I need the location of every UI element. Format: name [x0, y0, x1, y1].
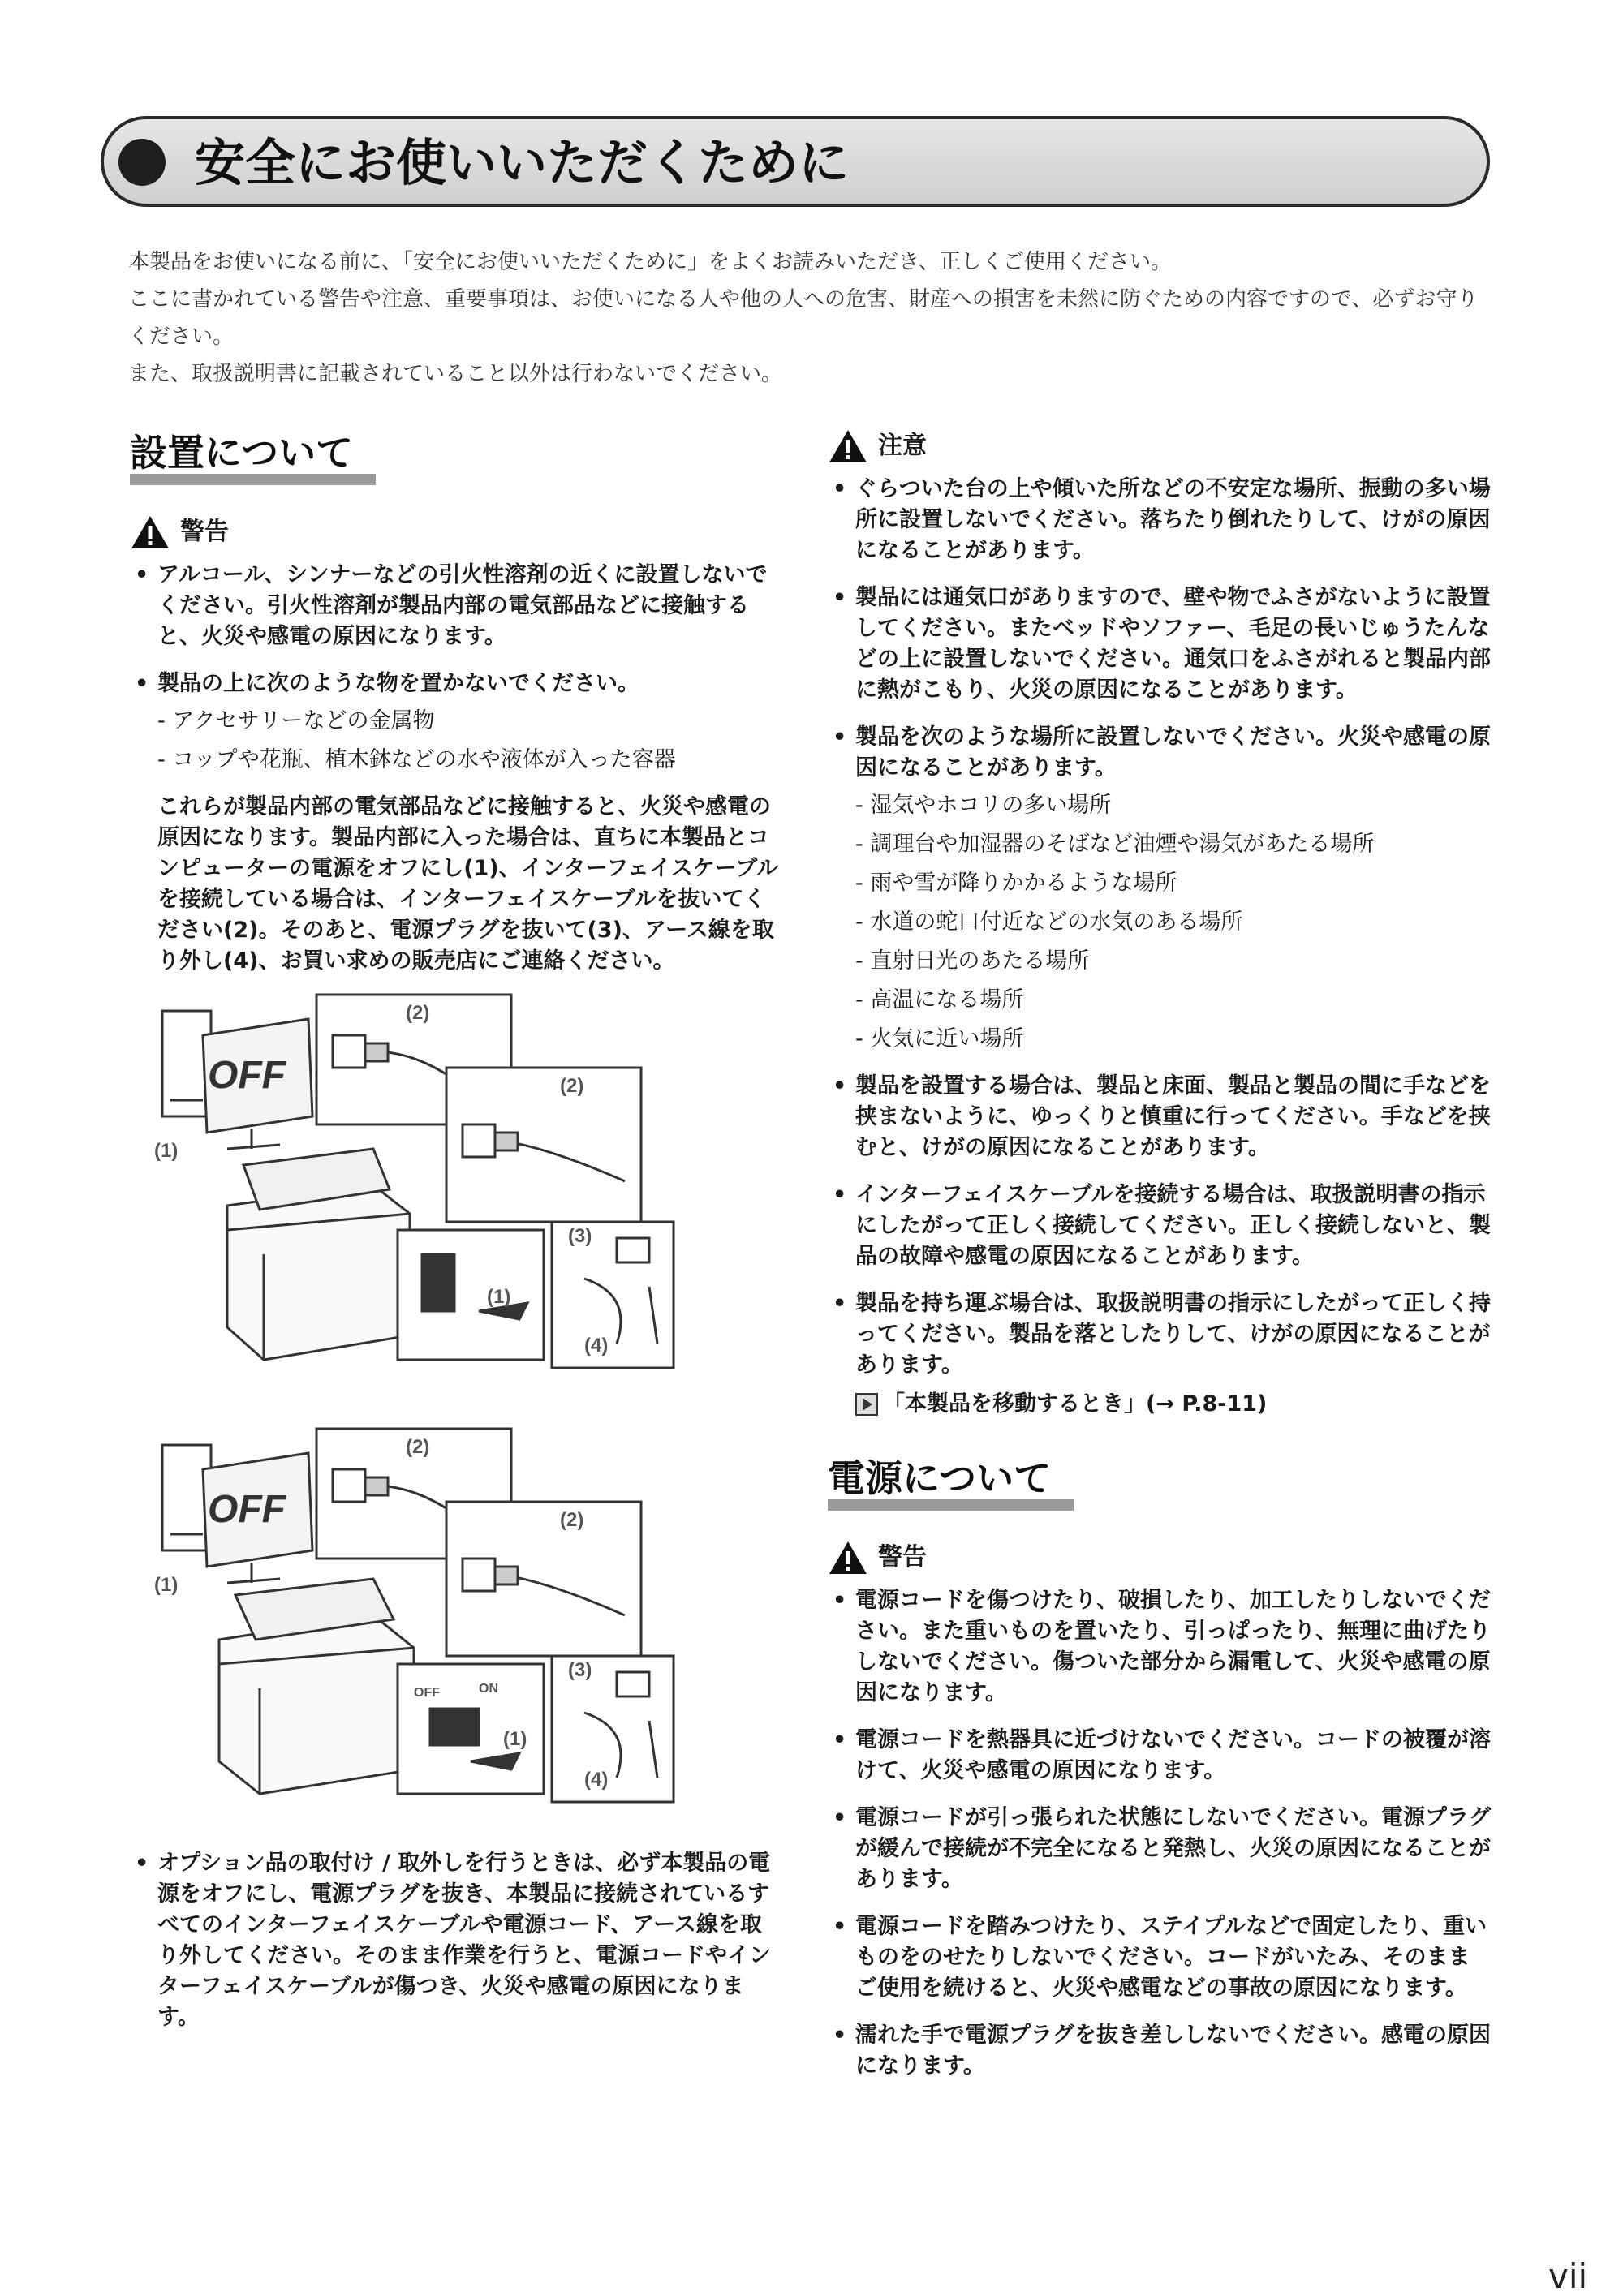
caution-list [828, 474, 1492, 1381]
sub-item: - 水道の蛇口付近などの水気のある場所 [855, 907, 1492, 938]
label-2: (2) [406, 1436, 430, 1458]
sub-item: - 湿気やホコリの多い場所 [855, 790, 1492, 821]
title-bullet-icon [118, 139, 166, 186]
list-item: • ぐらついた台の上や傾いた所などの不安定な場所、振動の多い場所に設置しないでください。落ちたり倒れたりして、けがの原因になることがあります。 [828, 474, 1492, 566]
warning-triangle-icon [828, 1540, 868, 1576]
power-warning-heading [828, 1540, 1492, 1576]
intro-line: 本製品をお使いになる前に、「安全にお使いいただくために」をよくお読みいただき、正しくご使用ください。 [128, 250, 1172, 274]
list-item: • アルコール、シンナーなどの引火性溶剤の近くに設置しないでください。引火性溶剤が製品内部の電気部品などに接触すると、火災や感電の原因になります。 [130, 560, 779, 652]
installation-warning-list [130, 560, 779, 776]
label-1b: (1) [487, 1286, 511, 1308]
installation-heading: 設置について [130, 428, 368, 482]
label-2b: (2) [560, 1075, 584, 1097]
list-item: • 製品には通気口がありますので、壁や物でふさがないように設置してください。またベッドやソファー、毛足の長いじゅうたんなどの上に設置しないでください。通気口をふさがれると製品内部に熱がこもり、火災の原因になることがあります。 [828, 583, 1492, 706]
sub-item: - コップや花瓶、植木鉢などの水や液体が入った容器 [157, 745, 779, 776]
list-item: • 電源コードが引っ張られた状態にしないでください。電源プラグが緩んで接続が不完全になると発熱し、火災の原因になることがあります。 [828, 1803, 1492, 1895]
label-3: (3) [568, 1659, 592, 1681]
installation-warning-heading [130, 514, 779, 550]
sub-item: - 高温になる場所 [855, 985, 1492, 1016]
power-warning-list [828, 1585, 1492, 2082]
warning-triangle-icon [130, 514, 170, 550]
move-reference-link[interactable] [855, 1389, 1492, 1420]
objects-list [157, 706, 779, 776]
off-switch-label: OFF [414, 1686, 440, 1700]
off-label: OFF [208, 1054, 286, 1097]
label-1: (1) [154, 1574, 179, 1596]
list-item [828, 722, 1492, 1055]
label-1: (1) [154, 1140, 179, 1162]
places-list [855, 790, 1492, 1055]
list-item: • 製品を持ち運ぶ場合は、取扱説明書の指示にしたがって正しく持ってください。製品を落としたりして、けがの原因になることがあります。 [828, 1288, 1492, 1381]
off-label: OFF [208, 1488, 286, 1531]
left-column [130, 428, 779, 2049]
warning-label: 警告 [878, 1543, 927, 1572]
option-list [130, 1848, 779, 2033]
sub-item: - アクセサリーなどの金属物 [157, 706, 779, 737]
intro [128, 243, 1492, 393]
list-item: • インターフェイスケーブルを接続する場合は、取扱説明書の指示にしたがって正しく接続してください。正しく接続しないと、製品の故障や感電の原因になることがあります。 [828, 1180, 1492, 1272]
sub-item: - 調理台や加湿器のそばなど油煙や湯気があたる場所 [855, 829, 1492, 860]
label-2: (2) [406, 1002, 430, 1024]
power-heading: 電源について [828, 1454, 1065, 1507]
intro-line: ここに書かれている警告や注意、重要事項は、お使いになる人や他の人への危害、財産への損害を未然に防ぐための内容ですので、必ずお守りください。 [128, 287, 1479, 349]
label-1b: (1) [503, 1728, 527, 1750]
intro-line: また、取扱説明書に記載されていること以外は行わないでください。 [128, 362, 783, 386]
list-item: • オプション品の取付け / 取外しを行うときは、必ず本製品の電源をオフにし、電源プラグを抜き、本製品に接続されているすべてのインターフェイスケーブルや電源コード、アース線を取り外してください。そのまま作業を行うと、電源コードやインターフェイスケーブルが傷つき、火災や感電の原因になります。 [130, 1848, 779, 2033]
list-item: • 電源コードを熱器具に近づけないでください。コードの被覆が溶けて、火災や感電の原因になります。 [828, 1725, 1492, 1786]
list-item-text: 製品を次のような場所に設置しないでください。火災や感電の原因になることがあります。 [855, 724, 1491, 780]
on-switch-label: ON [479, 1682, 498, 1696]
label-4: (4) [584, 1769, 609, 1791]
warning-label: 警告 [180, 518, 229, 546]
list-item [130, 669, 779, 776]
caution-triangle-icon [828, 428, 868, 464]
list-item: • 濡れた手で電源プラグを抜き差ししないでください。感電の原因になります。 [828, 2020, 1492, 2082]
list-item: • 電源コードを傷つけたり、破損したり、加工したりしないでください。また重いものを置いたり、引っぱったり、無理に曲げたりしないでください。傷ついた部分から漏電して、火災や感電の原因になります。 [828, 1585, 1492, 1709]
objects-note: これらが製品内部の電気部品などに接触すると、火災や感電の原因になります。製品内部に入った場合は、直ちに本製品とコンピューターの電源をオフにし(1)、インターフェイスケーブルを接続している場合は、インターフェイスケーブルを抜いてください(2)。そのあと、電源プラグを抜いて(3)、アース線を取り外し(4)、お買い求めの販売店にご連絡ください。 [157, 794, 779, 974]
list-item-text: 製品の上に次のような物を置かないでください。 [157, 671, 639, 696]
sub-item: - 火気に近い場所 [855, 1024, 1492, 1055]
page-number: vii [1548, 2256, 1588, 2296]
list-item: • 製品を設置する場合は、製品と床面、製品と製品の間に手などを挟まないように、ゆっくりと慎重に行ってください。手などを挟むと、けがの原因になることがあります。 [828, 1071, 1492, 1163]
sub-item: - 雨や雪が降りかかるような場所 [855, 868, 1492, 899]
label-3: (3) [568, 1225, 592, 1247]
power-off-illustration-2 [130, 1421, 763, 1810]
page-title: 安全にお使いいただくために [195, 133, 850, 192]
sub-item: - 直射日光のあたる場所 [855, 946, 1492, 977]
reference-text: 「本製品を移動するとき」(→ P.8-11) [883, 1391, 1268, 1417]
reference-arrow-icon [855, 1393, 878, 1416]
caution-heading [828, 428, 1492, 464]
right-column [828, 428, 1492, 2098]
caution-label: 注意 [878, 432, 927, 460]
power-off-illustration-1 [130, 987, 763, 1376]
label-2b: (2) [560, 1509, 584, 1531]
label-4: (4) [584, 1335, 609, 1357]
list-item: • 電源コードを踏みつけたり、ステイプルなどで固定したり、重いものをのせたりしないでください。コードがいたみ、そのままご使用を続けると、火災や感電などの事故の原因になります。 [828, 1911, 1492, 2004]
